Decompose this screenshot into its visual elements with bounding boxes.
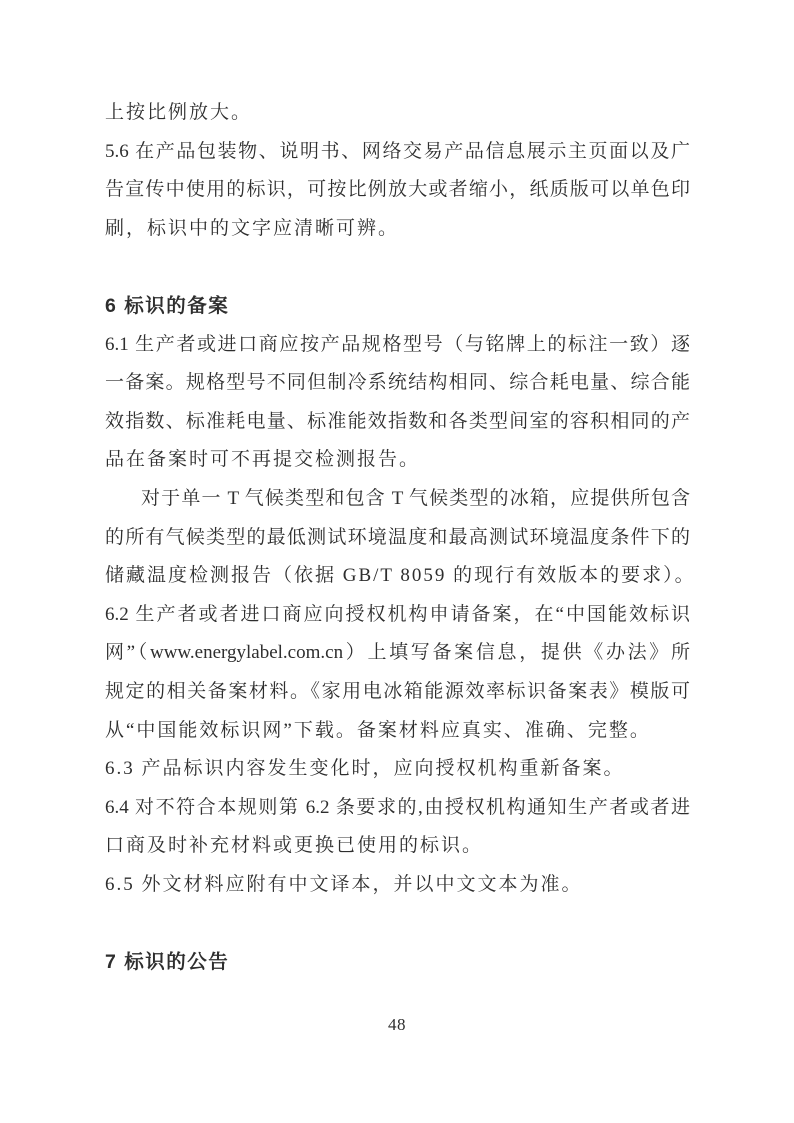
page-number: 48 [388, 1015, 406, 1034]
para-5-6-line-3: 刷，标识中的文字应清晰可辨。 [105, 217, 400, 239]
para-6-1-line-2: 一备案。规格型号不同但制冷系统结构相同、综合耗电量、综合能 [105, 372, 690, 394]
para-5-6-line-1: 5.6 在产品包装物、说明书、网络交易产品信息展示主页面以及广 [105, 140, 690, 162]
para-6-5-line-1: 6.5 外文材料应附有中文译本，并以中文文本为准。 [105, 873, 583, 895]
blank-line [105, 904, 690, 943]
para-6-2-line-4: 从“中国能效标识网”下载。备案材料应真实、准确、完整。 [105, 719, 651, 741]
para-6-1-line-1: 6.1 生产者或进口商应按产品规格型号（与铭牌上的标注一致）逐 [105, 333, 690, 355]
para-5-6-line-2: 告宣传中使用的标识，可按比例放大或者缩小，纸质版可以单色印 [105, 179, 690, 201]
para-6-4-line-1: 6.4 对不符合本规则第 6.2 条要求的,由授权机构通知生产者或者进 [105, 796, 690, 818]
para-6-1-line-4: 品在备案时可不再提交检测报告。 [105, 449, 421, 471]
para-6-3-line-1: 6.3 产品标识内容发生变化时，应向授权机构重新备案。 [105, 758, 625, 780]
section-7-heading: 7 标识的公告 [105, 951, 230, 974]
text-block [105, 94, 696, 982]
blank-line [105, 248, 690, 287]
para-climate-line-1: 对于单一 T 气候类型和包含 T 气候类型的冰箱，应提供所包含 [141, 487, 690, 509]
para-6-2-line-1: 6.2 生产者或者进口商应向授权机构申请备案，在“中国能效标识 [105, 603, 690, 625]
para-6-1-line-3: 效指数、标准耗电量、标准能效指数和各类型间室的容积相同的产 [105, 410, 690, 432]
para-climate-line-3: 储藏温度检测报告（依据 GB/T 8059 的现行有效版本的要求）。 [105, 565, 696, 587]
para-6-2-line-2: 网”（www.energylabel.com.cn）上填写备案信息，提供《办法》所 [105, 642, 690, 664]
para-6-2-line-3: 规定的相关备案材料。《家用电冰箱能源效率标识备案表》模版可 [105, 680, 690, 702]
para-5-5-continuation: 上按比例放大。 [105, 102, 253, 123]
section-6-heading: 6 标识的备案 [105, 294, 230, 317]
para-6-4-line-2: 口商及时补充材料或更换已使用的标识。 [105, 835, 484, 857]
para-climate-line-2: 的所有气候类型的最低测试环境温度和最高测试环境温度条件下的 [105, 526, 690, 548]
